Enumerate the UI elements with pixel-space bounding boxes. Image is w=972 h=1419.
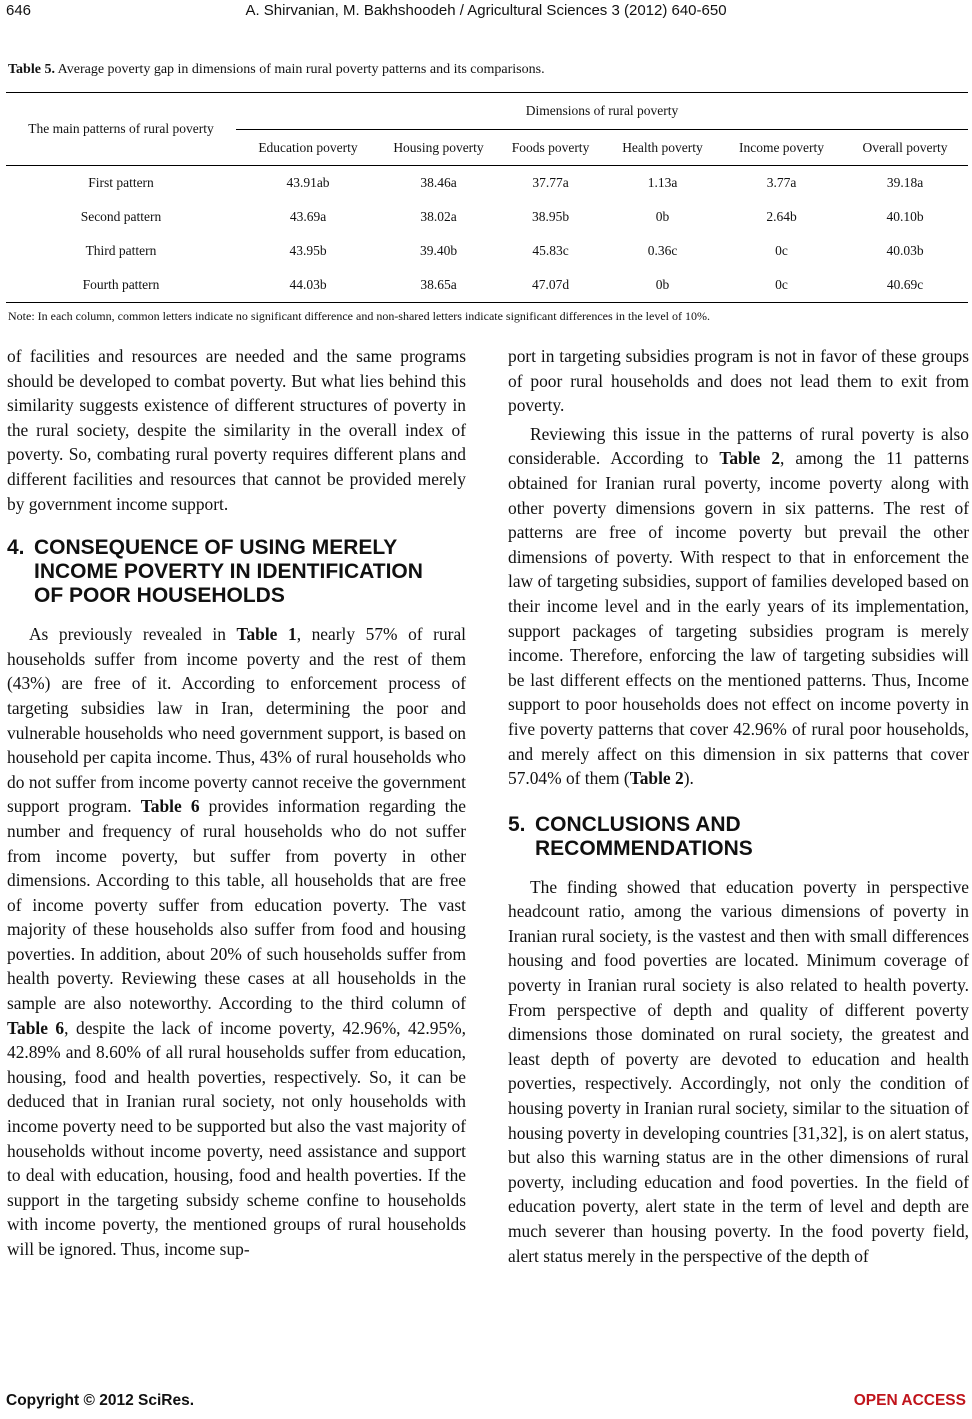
table-cell: 2.64b <box>766 209 797 224</box>
text-run: , nearly 57% of rural households suffer from income poverty and the rest of them (43%) are free of it. According to enforcement process of targeting subsidies law in Iran, determining the poor and vulnerable households who need government support, is based on household per capita income. Thus, 43% of rural households who do not suffer from income poverty cannot receive the government support program. <box>7 624 466 817</box>
column-header: Overall poverty <box>842 130 968 166</box>
pattern-cell: Fourth pattern <box>6 268 236 303</box>
table-note: Note: In each column, common letters indicate no significant difference and non-shared letters indicate significant differences in the level of 10%. <box>8 309 710 323</box>
table-cell: 47.07d <box>497 268 604 303</box>
table-cell: 43.69a <box>289 209 327 224</box>
row-header: The main patterns of rural poverty <box>6 93 236 166</box>
table-cell: 37.77a <box>532 175 569 190</box>
section-5-heading <box>508 813 969 861</box>
section-title: CONCLUSIONS AND RECOMMENDATIONS <box>535 812 753 860</box>
section-4-heading <box>7 536 466 608</box>
table-row <box>6 166 968 201</box>
right-column <box>508 344 969 1268</box>
pattern-cell: Third pattern <box>85 243 157 258</box>
page-number: 646 <box>6 2 32 19</box>
text-run: ). <box>683 768 694 789</box>
table-reference: Table 1 <box>236 624 297 645</box>
poverty-gap-table <box>6 92 968 303</box>
table-cell: 0b <box>655 209 670 224</box>
table-row <box>6 268 968 303</box>
text-run: , despite the lack of income poverty, 42.96%, 42.95%, 42.89% and 8.60% of all rural households suffer from education, housing, food and health poverties, respectively. So, it can be deduced that in Iranian rural society, not only households with income poverty need to be supported but also the vast majority of households without income poverty, need assistance and support to deal with education, housing, food and health poverties. If the support in the targeting subsidy scheme confine to households with income poverty, the mentioned groups of rural households will be ignored. Thus, income sup- <box>7 1017 466 1259</box>
copyright-notice: Copyright © 2012 SciRes. <box>6 1392 195 1409</box>
column-header: Health poverty <box>604 130 721 166</box>
column-header: Foods poverty <box>497 130 604 166</box>
table-cell: 39.40b <box>419 243 458 258</box>
table-cell: 44.03b <box>236 268 380 303</box>
table-cell: 0c <box>721 268 842 303</box>
table-caption-label: Table 5. <box>8 62 55 77</box>
pattern-cell: First pattern <box>88 175 154 190</box>
table-caption <box>8 62 545 78</box>
paragraph: of facilities and resources are needed and the same programs should be developed to combat poverty. But what lies behind this similarity suggests existence of different structures of poverty in the rural society, despite the similarity in the overall index of poverty. So, combating rural poverty requires different plans and different facilities and resources that cannot be provided merely by government income support. <box>7 346 466 514</box>
column-header: Income poverty <box>721 130 842 166</box>
table-cell: 39.18a <box>886 175 924 190</box>
table-cell: 0c <box>775 243 788 258</box>
text-run: , among the 11 patterns obtained for Iranian rural poverty, income poverty along with other poverty dimensions govern in six patterns. The rest of patterns are free of income poverty but prevail the other dimensions of poverty. With respect to that in enforcement the law of targeting subsidies, support of families developed based on their income level and in the early years of its implementation, support packages of targeting subsidies program is merely income. Therefore, enforcing the law of targeting subsidies will be last different effects on the mentioned patterns. Thus, Income support to poor households does not effect on income poverty in five poverty patterns that cover 42.96% of rural poor households, and merely affect on this dimension in six patterns that cover 57.04% of them ( <box>508 448 969 789</box>
table-cell: 38.95b <box>531 209 570 224</box>
running-title: A. Shirvanian, M. Bakhshoodeh / Agricultural Sciences 3 (2012) 640-650 <box>245 2 727 19</box>
paragraph: The finding showed that education poverty in perspective headcount ratio, among the various dimensions of poverty in Iranian rural society, is the vastest and then with small differences housing and food poverties are located. Minimum coverage of poverty in Iranian rural society is also related to health poverty. From perspective of depth and quality of different poverty dimensions those dominated on rural society, the greatest and least depth of poverty are devoted to education and health poverties, respectively. Accordingly, not only the condition of housing poverty in Iranian rural society, similar to the situation of housing poverty in developing countries [31,32], is on alert status, but also this warning status are in the other dimensions of rural poverty, including education and food poverties. In the field of education poverty, alert state in the term of level and depth are much severer than housing poverty. In the food poverty field, alert status merely in the perspective of the depth of <box>508 876 969 1266</box>
table-cell: 38.65a <box>380 268 497 303</box>
text-run: provides information regarding the number and frequency of rural households who do not suffer from income poverty, but suffer from poverty in other dimensions. According to this table, all households that are free of income poverty suffer from education poverty. The vast majority of these households also suffer from food and housing poverties. In addition, about 20% of such households suffer from health poverty. Reviewing these cases at all households in the sample are also noteworthy. According to the third column of <box>7 796 467 1014</box>
left-column <box>7 344 466 1262</box>
paragraph <box>508 422 969 791</box>
table-reference: Table 6 <box>140 796 200 817</box>
column-header: Housing poverty <box>380 130 497 166</box>
table-cell: 38.02a <box>420 209 457 224</box>
group-header: Dimensions of rural poverty <box>236 93 968 130</box>
table-cell: 43.95b <box>289 243 327 258</box>
table-row <box>6 200 968 234</box>
section-number: 4. <box>7 536 25 560</box>
table-cell: 38.46a <box>420 175 457 190</box>
table-cell: 0b <box>604 268 721 303</box>
text-run: As previously revealed in <box>29 624 237 645</box>
table-cell: 40.10b <box>886 209 924 224</box>
paragraph <box>7 622 466 1261</box>
table-cell: 0.36c <box>647 243 678 258</box>
paragraph: port in targeting subsidies program is not in favor of these groups of poor rural households and does not lead them to exit from poverty. <box>508 346 969 416</box>
table-caption-text: Average poverty gap in dimensions of main rural poverty patterns and its comparisons. <box>54 62 545 77</box>
table-cell: 3.77a <box>766 175 797 190</box>
column-header: Education poverty <box>236 130 380 166</box>
open-access-label: OPEN ACCESS <box>853 1392 966 1409</box>
table-cell: 1.13a <box>647 175 678 190</box>
table-cell: 43.91ab <box>286 175 330 190</box>
table-cell: 45.83c <box>532 243 569 258</box>
section-number: 5. <box>508 812 526 836</box>
table-cell: 40.69c <box>842 268 968 303</box>
table-reference: Table 2 <box>629 768 684 789</box>
pattern-cell: Second pattern <box>80 209 162 224</box>
table-reference: Table 2 <box>719 448 781 469</box>
text-run: Reviewing this issue in the patterns of rural poverty is also considerable. According to <box>508 423 969 469</box>
table-reference: Table 6 <box>7 1017 65 1038</box>
table-cell: 40.03b <box>886 243 924 258</box>
table-row <box>6 234 968 268</box>
section-title: CONSEQUENCE OF USING MERELY INCOME POVERTY IN IDENTIFICATION OF POOR HOUSEHOLDS <box>34 536 423 608</box>
